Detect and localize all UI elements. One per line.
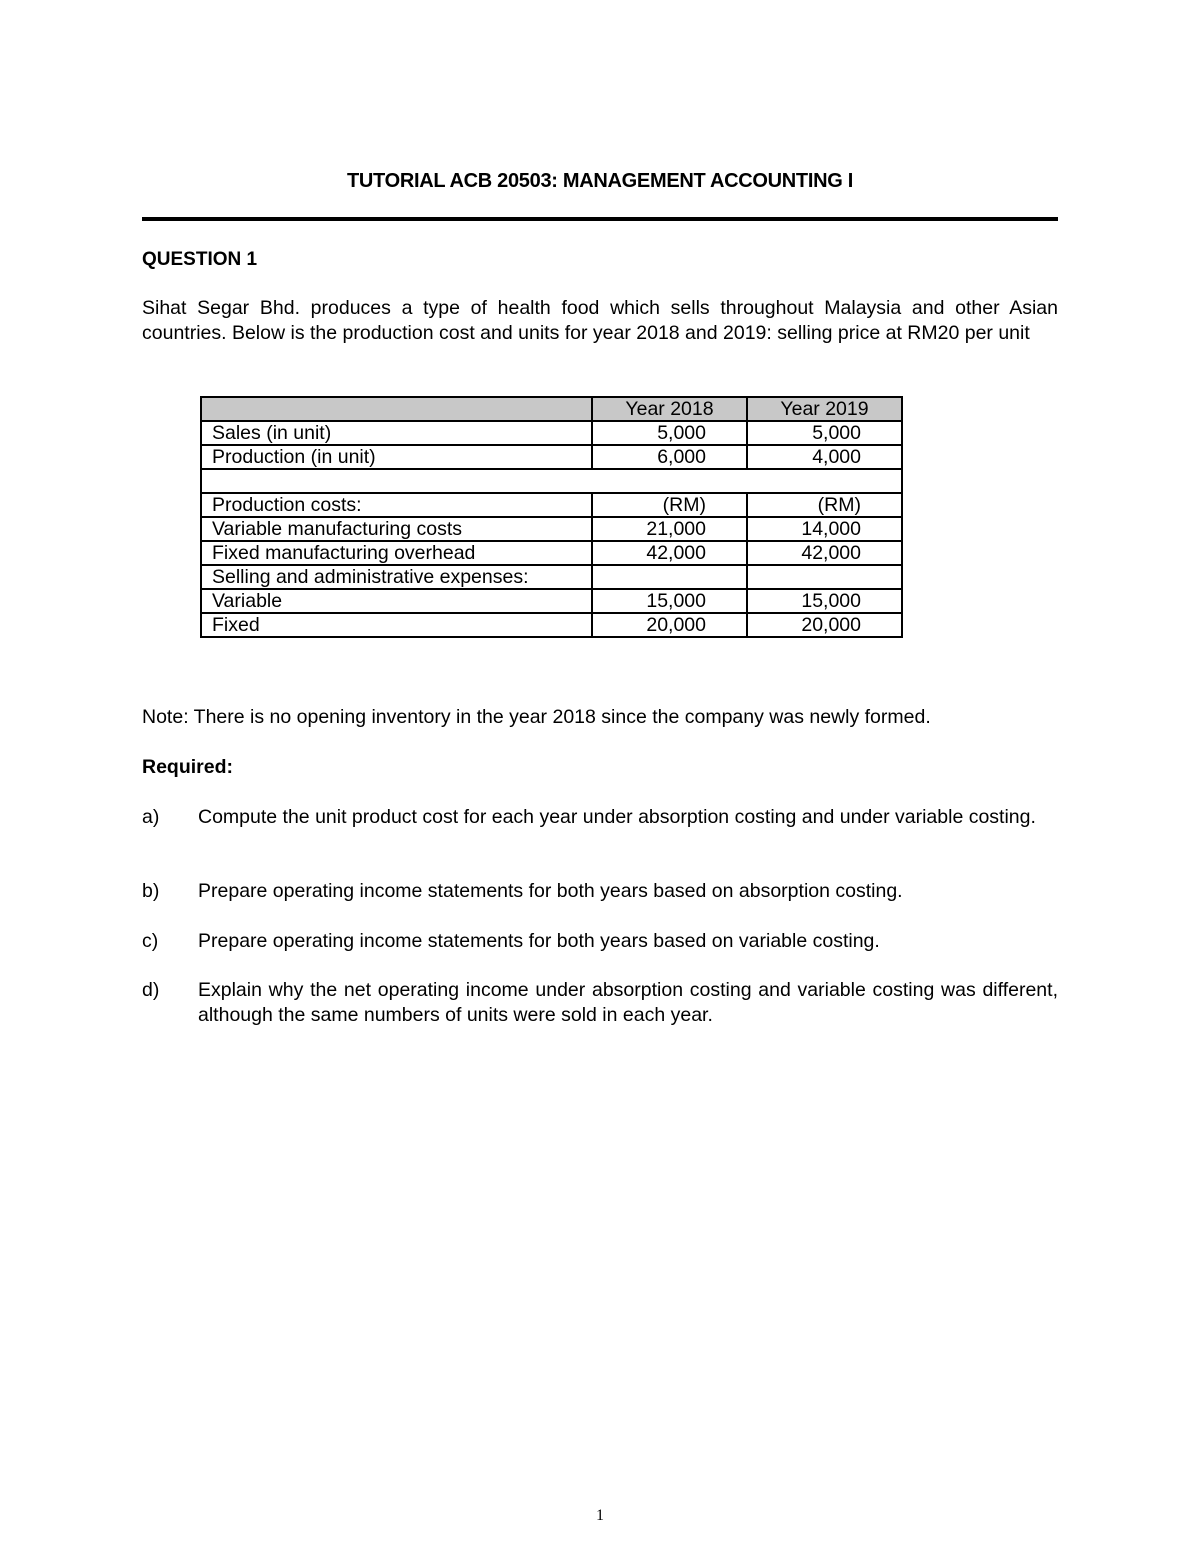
row-label: Fixed bbox=[201, 613, 592, 637]
table-row bbox=[201, 493, 902, 517]
table-spacer-row bbox=[201, 469, 902, 493]
value-2019 bbox=[747, 565, 902, 589]
table-row bbox=[201, 517, 902, 541]
table-row bbox=[201, 565, 902, 589]
item-text: Compute the unit product cost for each year under absorption costing and under variable costing. bbox=[198, 806, 1036, 828]
item-letter: c) bbox=[142, 930, 159, 952]
value-2019: 42,000 bbox=[747, 541, 902, 565]
table-row bbox=[201, 589, 902, 613]
value-2019: 20,000 bbox=[747, 613, 902, 637]
document-title: TUTORIAL ACB 20503: MANAGEMENT ACCOUNTING I bbox=[346, 170, 854, 192]
table-row bbox=[201, 421, 902, 445]
row-label: Variable bbox=[201, 589, 592, 613]
value-2018: 21,000 bbox=[592, 517, 747, 541]
value-2018: 20,000 bbox=[592, 613, 747, 637]
value-2018: 15,000 bbox=[592, 589, 747, 613]
spacer-cell bbox=[201, 469, 902, 493]
page-number: 1 bbox=[596, 1507, 604, 1524]
row-label: Production costs: bbox=[201, 493, 592, 517]
value-2018: 5,000 bbox=[592, 421, 747, 445]
item-text: Prepare operating income statements for both years based on variable costing. bbox=[198, 930, 880, 952]
table-header-cell: Year 2019 bbox=[747, 397, 902, 421]
item-text: Explain why the net operating income under absorption costing and variable costing was different, although the same numbers of units were sold in each year. bbox=[198, 979, 1058, 1026]
inventory-note: Note: There is no opening inventory in the year 2018 since the company was newly formed. bbox=[142, 706, 931, 728]
table-row bbox=[201, 613, 902, 637]
table-header-cell bbox=[201, 397, 592, 421]
table-header-cell: Year 2018 bbox=[592, 397, 747, 421]
value-2019: 4,000 bbox=[747, 445, 902, 469]
value-2019: 5,000 bbox=[747, 421, 902, 445]
item-letter: d) bbox=[142, 979, 160, 1001]
item-letter: a) bbox=[142, 806, 160, 828]
row-label: Fixed manufacturing overhead bbox=[201, 541, 592, 565]
table-row bbox=[201, 445, 902, 469]
title-divider bbox=[142, 217, 1058, 221]
required-heading: Required: bbox=[142, 756, 234, 778]
production-cost-table bbox=[200, 396, 903, 638]
table-row bbox=[201, 541, 902, 565]
question-intro: Sihat Segar Bhd. produces a type of health food which sells throughout Malaysia and other Asian countries. Below is the production cost and units for year 2018 and 2019: selling price at RM20 per unit bbox=[142, 297, 1058, 344]
value-2018: 42,000 bbox=[592, 541, 747, 565]
value-2018: (RM) bbox=[592, 493, 747, 517]
value-2018 bbox=[592, 565, 747, 589]
table-header-row bbox=[201, 397, 902, 421]
item-letter: b) bbox=[142, 880, 160, 902]
row-label: Selling and administrative expenses: bbox=[201, 565, 592, 589]
value-2019: 14,000 bbox=[747, 517, 902, 541]
question-heading: QUESTION 1 bbox=[142, 249, 258, 270]
value-2019: 15,000 bbox=[747, 589, 902, 613]
value-2018: 6,000 bbox=[592, 445, 747, 469]
item-text: Prepare operating income statements for both years based on absorption costing. bbox=[198, 880, 903, 902]
row-label: Production (in unit) bbox=[201, 445, 592, 469]
row-label: Variable manufacturing costs bbox=[201, 517, 592, 541]
row-label: Sales (in unit) bbox=[201, 421, 592, 445]
value-2019: (RM) bbox=[747, 493, 902, 517]
